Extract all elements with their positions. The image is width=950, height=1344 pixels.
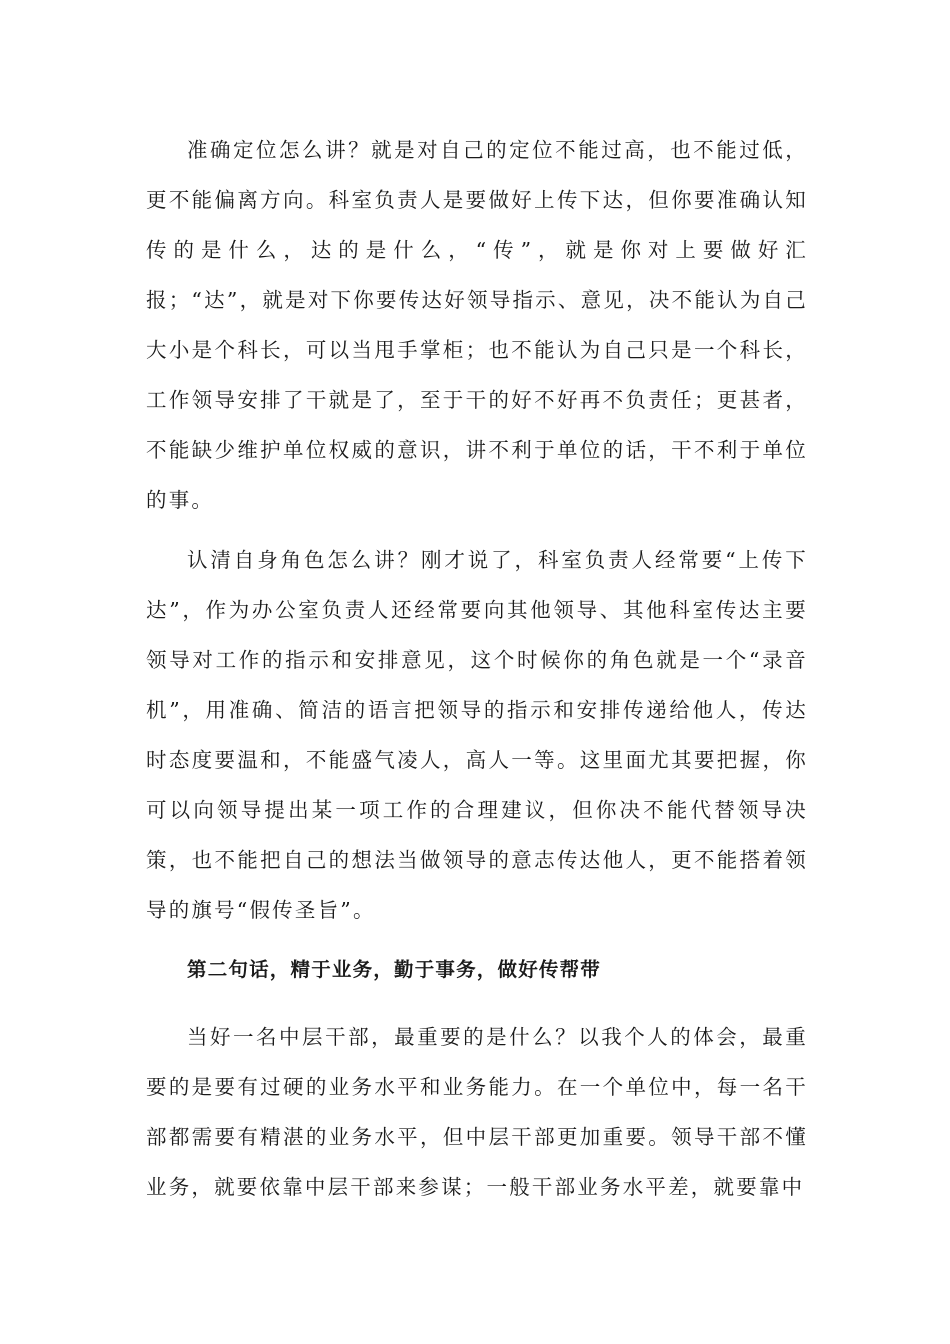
paragraph-role: 认清自身角色怎么讲？刚才说了，科室负责人经常要“上传下达”，作为办公室负责人还经常要向其他领导、其他科室传达主要领导对工作的指示和安排意见，这个时候你的角色就是一个“录音机”，用准确、简洁的语言把领导的指示和安排传递给他人，传达时态度要温和，不能盛气凌人，高人一等。这里面尤其要把握，你可以向领导提出某一项工作的合理建议，但你决不能代替领导决策，也不能把自己的想法当做领导的意志传达他人，更不能搭着领导的旗号“假传圣旨”。: [146, 548, 808, 922]
paragraph-positioning: 准确定位怎么讲？就是对自己的定位不能过高，也不能过低，更不能偏离方向。科室负责人是要做好上传下达，但你要准确认知传的是什么，达的是什么，“传”，就是你对上要做好汇报；“达”，就是对下你要传达好领导指示、意见，决不能认为自己大小是个科长，可以当甩手掌柜；也不能认为自己只是一个科长，工作领导安排了干就是了，至于干的好不好再不负责任；更甚者，不能缺少维护单位权威的意识，讲不利于单位的话，干不利于单位的事。: [146, 138, 808, 512]
section-heading: 第二句话，精于业务，勤于事务，做好传帮带: [187, 958, 602, 981]
paragraph-business: 当好一名中层干部，最重要的是什么？以我个人的体会，最重要的是要有过硬的业务水平和业务能力。在一个单位中，每一名干部都需要有精湛的业务水平，但中层干部更加重要。领导干部不懂业务，就要依靠中层干部来参谋；一般干部业务水平差，就要靠中: [146, 1025, 808, 1199]
